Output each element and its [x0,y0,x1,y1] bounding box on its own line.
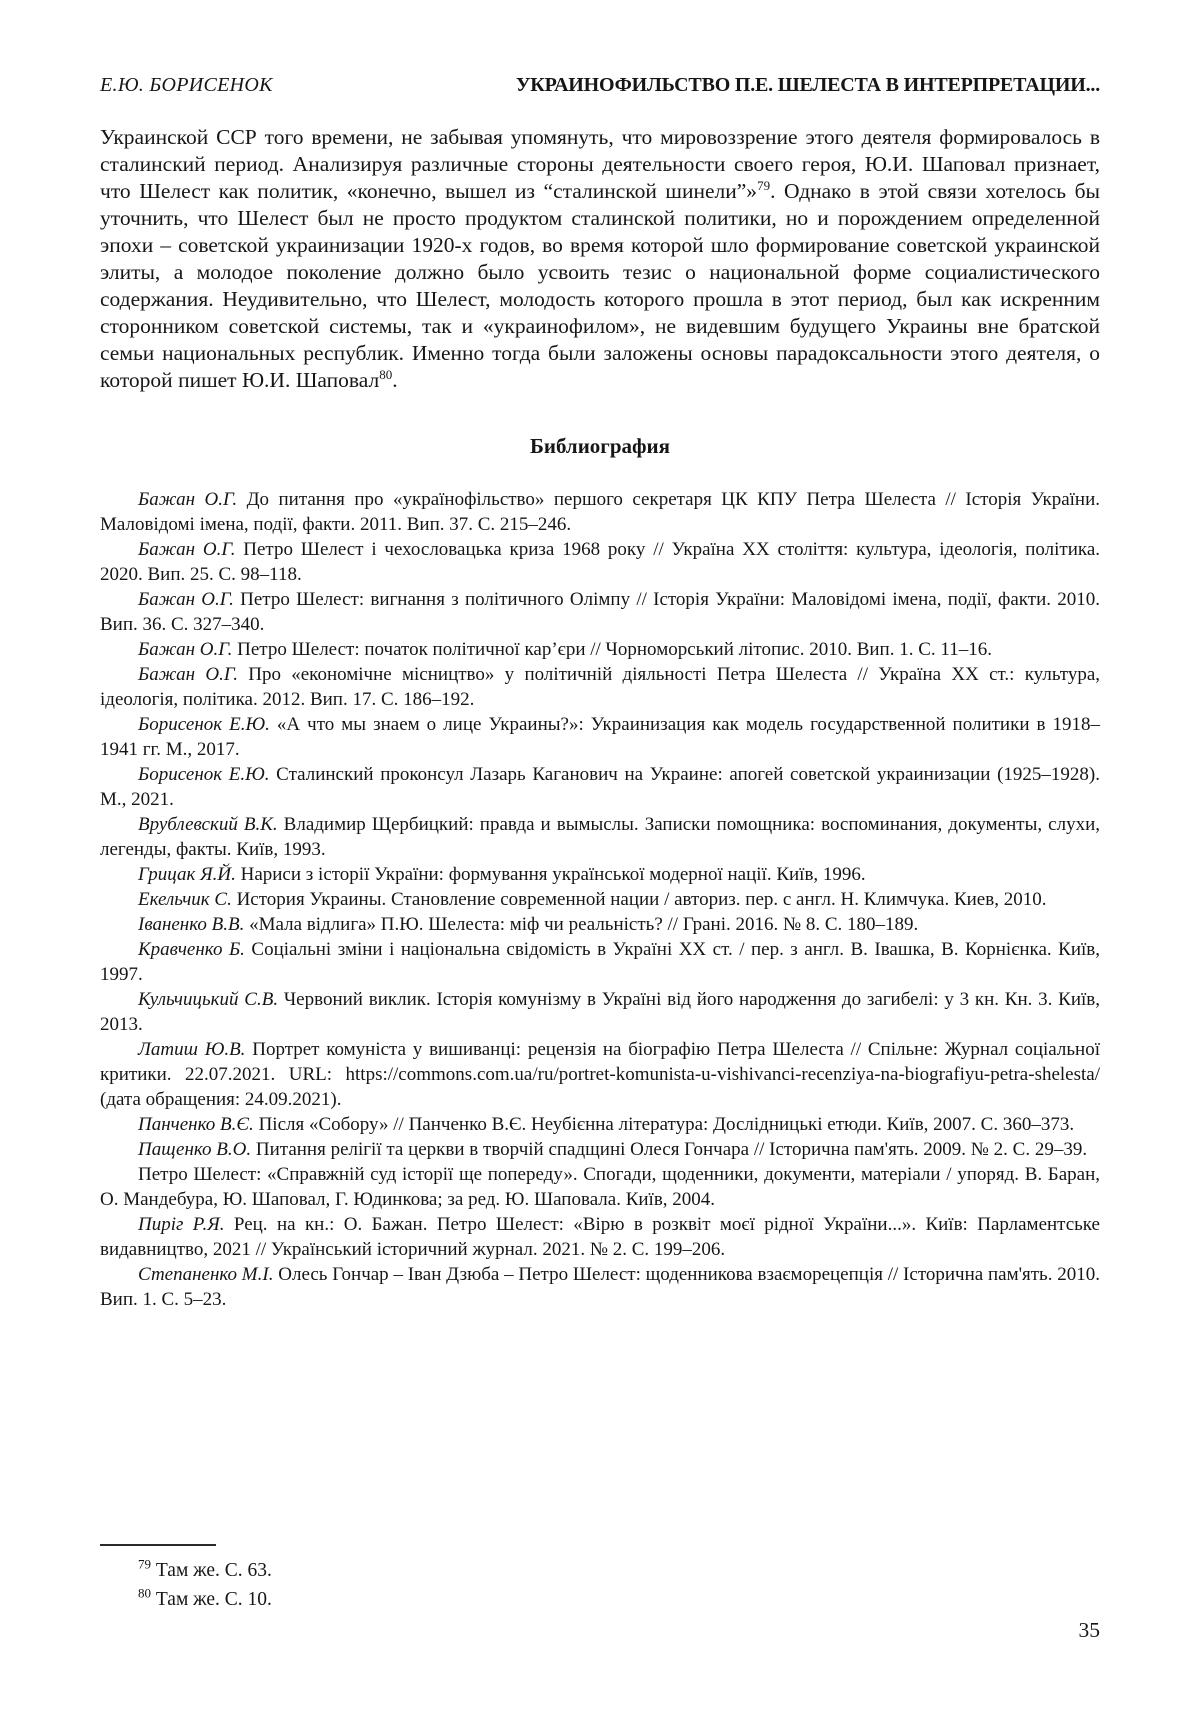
entry-text: Петро Шелест: початок політичної кар’єри // Чорноморський літопис. 2010. Вип. 1. С. 11–16. [232,639,992,660]
footnote-num: 80 [138,1585,151,1601]
entry-author: Панченко В.Є. [138,1114,254,1135]
footnote-80 [100,1585,1100,1614]
entry-text: История Украины. Становление современной нации / авториз. пер. с англ. Н. Климчука. Киев, 2010. [231,889,1047,910]
bibliography-entry [100,987,1100,1037]
footnote-ref-80: 80 [379,366,393,382]
bibliography-heading: Библиография [529,434,671,458]
entry-author: Пащенко В.О. [138,1139,252,1160]
bibliography-entry [100,887,1100,912]
entry-text: «Мала відлига» П.Ю. Шелеста: міф чи реальність? // Грані. 2016. № 8. С. 180–189. [244,914,919,935]
bibliography-entry [100,1037,1100,1112]
bibliography-entry [100,812,1100,862]
entry-author: Пиріг Р.Я. [138,1214,225,1235]
bibliography-entry [100,762,1100,812]
entry-author: Бажан О.Г. [138,589,234,610]
footnote-num: 79 [138,1556,151,1572]
entry-author: Кульчицький С.В. [138,989,279,1010]
entry-text: Рец. на кн.: О. Бажан. Петро Шелест: «Вірю в розквіт моєї рідної України...». Київ: Парламентське видавництво, 2021 // Український історичний журнал. 2021. № 2. С. 199–206. [100,1214,1100,1260]
entry-text: Нариси з історії України: формування української модерної нації. Київ, 1996. [235,864,866,885]
body-text-part1: Украинской ССР того времени, не забывая упомянуть, что мировоззрение этого деятеля формировалось в сталинский период. Анализируя различные стороны деятельности своего героя, Ю.И. Шаповал признает, что Шелест как политик, «конечно, вышел из “сталинской шинели”» [100,125,1100,203]
entry-text: «А что мы знаем о лице Украины?»: Украинизация как модель государственной политики в 1918–1941 гг. М., 2017. [100,714,1101,760]
entry-author: Борисенок Е.Ю. [138,714,270,735]
page-number: 35 [1078,1618,1100,1642]
footnotes-block [100,1544,1100,1614]
entry-author: Грицак Я.Й. [138,864,236,885]
entry-author: Екельчик С. [138,889,232,910]
bibliography-entry [100,937,1100,987]
entry-author: Борисенок Е.Ю. [138,764,270,785]
entry-text: Про «економічне місництво» у політичній діяльності Петра Шелеста // Україна ХХ ст.: культура, ідеологія, політика. 2012. Вип. 17. С. 186–192. [100,664,1101,710]
entry-text: Петро Шелест: вигнання з політичного Олімпу // Історія України: Маловідомі імена, події, факти. 2010. Вип. 36. С. 327–340. [100,589,1100,635]
page-content [100,0,1100,1312]
entry-text: Олесь Гончар – Іван Дзюба – Петро Шелест: щоденникова взаєморецепція // Історична пам'ять. 2010. Вип. 1. С. 5–23. [100,1264,1100,1310]
footnote-separator [100,1544,216,1546]
bibliography-entry [100,587,1100,637]
entry-text: Сталинский проконсул Лазарь Каганович на Украине: апогей советской украинизации (1925–1928). М., 2021. [100,764,1100,810]
entry-text: Соціальні зміни і національна свідомість в Україні ХХ ст. / пер. з англ. В. Івашка, В. Корнієнка. Київ, 1997. [100,939,1100,985]
bibliography-entry [100,1262,1100,1312]
bibliography-entry [100,912,1100,937]
entry-author: Іваненко В.В. [138,914,245,935]
entry-author: Степаненко М.І. [138,1264,274,1285]
footnote-text: Там же. С. 10. [155,1589,272,1610]
entry-author: Врублевский В.К. [138,814,278,835]
bibliography-entry [100,712,1100,762]
entry-text: Після «Собору» // Панченко В.Є. Неубієнна література: Дослідницькі етюди. Київ, 2007. С. 360–373. [253,1114,1075,1135]
entry-author: Бажан О.Г. [138,489,238,510]
body-text-part3: . [392,368,398,392]
bibliography-entry [100,1112,1100,1137]
bibliography-entry [100,1212,1100,1262]
entry-author: Бажан О.Г. [138,539,236,560]
entry-author: Латиш Ю.В. [138,1039,246,1060]
bibliography-entry [100,1137,1100,1162]
body-paragraph [100,124,1100,394]
entry-author: Бажан О.Г. [138,664,238,685]
bibliography-entry [100,487,1100,537]
entry-text: Портрет комуніста у вишиванці: рецензія на біографію Петра Шелеста // Спільне: Журнал соціальної критики. 22.07.2021. URL: https://commons.com.ua/ru/portret-komunista-u-vishivanci-recenziya-na-biografiyu-petra-shelesta/ (дата обращения: 24.09.2021). [100,1039,1100,1110]
bibliography-entry [100,637,1100,662]
running-header [100,0,1100,97]
entry-text: Червоний виклик. Історія комунізму в Україні від його народження до загибелі: у 3 кн. Кн. 3. Київ, 2013. [100,989,1100,1035]
footnote-79 [100,1556,1100,1585]
entry-author: Кравченко Б. [138,939,245,960]
bibliography-list [100,487,1100,1312]
running-header-title: УКРАИНОФИЛЬСТВО П.Е. ШЕЛЕСТА В ИНТЕРПРЕТАЦИИ... [515,74,1100,96]
entry-author: Бажан О.Г. [138,639,233,660]
entry-text: Петро Шелест і чехословацька криза 1968 року // Україна ХХ століття: культура, ідеологія, політика. 2020. Вип. 25. С. 98–118. [100,539,1100,585]
body-text-part2: . Однако в этой связи хотелось бы уточнить, что Шелест был не просто продуктом сталинской политики, но и порождением определенной эпохи – советской украинизации 1920-х годов, во время которой шло формирование советской украинской элиты, а молодое поколение должно было усвоить тезис о национальной форме социалистического содержания. Неудивительно, что Шелест, молодость которого прошла в этот период, был как искренним сторонником советской системы, так и «украинофилом», не видевшим будущего Украины вне братской семьи национальных республик. Именно тогда были заложены основы парадоксальности этого деятеля, о которой пишет Ю.И. Шаповал [100,179,1100,392]
footnote-text: Там же. С. 63. [155,1560,272,1581]
bibliography-entry [100,862,1100,887]
bibliography-entry [100,537,1100,587]
entry-text: Питання релігії та церкви в творчій спадщині Олеся Гончара // Історична пам'ять. 2009. № 2. С. 29–39. [251,1139,1088,1160]
running-header-author: Е.Ю. БОРИСЕНОК [100,74,273,96]
footnote-ref-79: 79 [757,177,771,193]
entry-text: До питання про «українофільство» першого секретаря ЦК КПУ Петра Шелеста // Історія України. Маловідомі імена, події, факти. 2011. Вип. 37. С. 215–246. [100,489,1101,535]
bibliography-entry [100,662,1100,712]
entry-text: Владимир Щербицкий: правда и вымыслы. Записки помощника: воспоминания, документы, слухи, легенды, факты. Київ, 1993. [100,814,1100,860]
entry-text: Петро Шелест: «Справжній суд історії ще попереду». Спогади, щоденники, документи, матеріали / упоряд. В. Баран, О. Мандебура, Ю. Шаповал, Г. Юдинкова; за ред. Ю. Шаповала. Київ, 2004. [100,1164,1100,1210]
bibliography-entry [100,1162,1100,1212]
